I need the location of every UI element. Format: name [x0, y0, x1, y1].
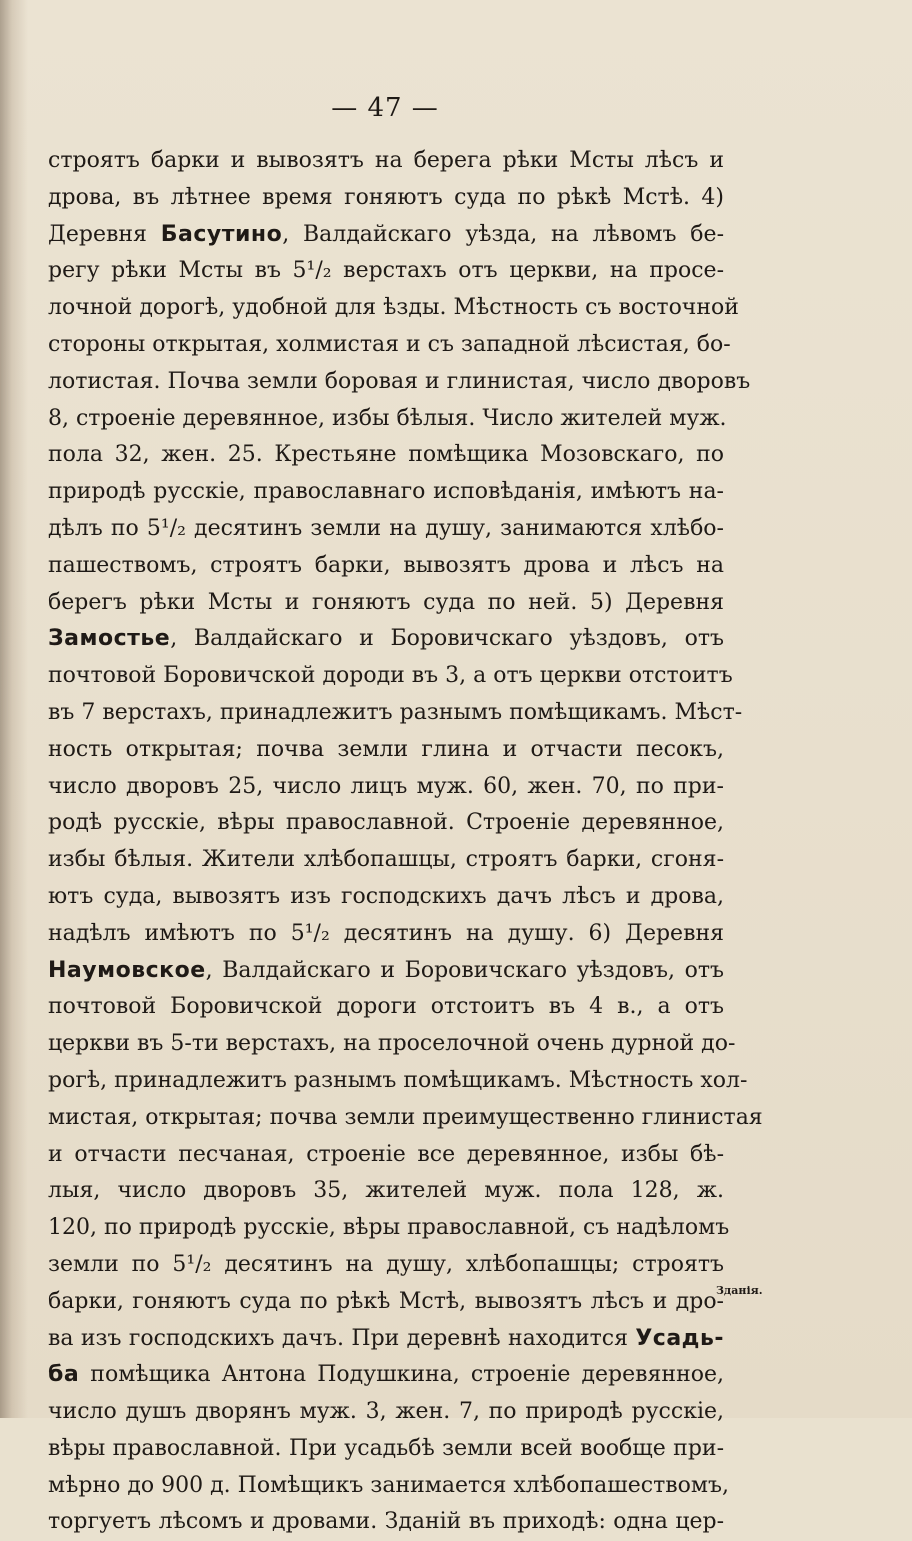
text-line [48, 1284, 724, 1321]
line-text: Деревня [48, 221, 161, 247]
line-text: почтовой Боровичской дороди въ 3, а отъ церкви отстоитъ [48, 663, 733, 689]
text-line [48, 989, 724, 1026]
line-text: строятъ барки и вывозятъ на берега рѣки Мсты лѣсъ и [48, 148, 724, 173]
page-number: — 47 — [331, 93, 439, 123]
line-text: торгуетъ лѣсомъ и дровами. Зданій въ приходѣ: одна цер- [48, 1509, 724, 1535]
text-line [48, 364, 751, 401]
line-text: пашествомъ, строятъ барки, вывозятъ дрова и лѣсъ на [48, 552, 724, 578]
text-line [48, 1137, 724, 1174]
text-line [48, 805, 724, 842]
line-text: почтовой Боровичской дороги отстоитъ въ 4 в., а отъ [48, 994, 724, 1020]
text-line [48, 1173, 724, 1210]
line-text: надѣлъ имѣютъ по 5¹/₂ десятинъ на душу. 6) Деревня [48, 920, 724, 946]
text-line [48, 695, 743, 732]
text-line [48, 1431, 724, 1468]
text-line [48, 1210, 730, 1247]
text-line [48, 401, 727, 438]
line-text: регу рѣки Мсты въ 5¹/₂ верстахъ отъ церкви, на просе- [48, 258, 724, 284]
line-text: въ 7 верстахъ, принадлежитъ разнымъ помѣщикамъ. Мѣст- [48, 699, 743, 725]
line-text: , Валдайскаго и Боровичскаго уѣздовъ, отъ [205, 957, 724, 983]
text-line [48, 1504, 724, 1541]
line-text: пола 32, жен. 25. Крестьяне помѣщика Мозовскаго, по [48, 442, 724, 468]
line-text: лочной дорогѣ, удобной для ѣзды. Мѣстность съ восточной [48, 295, 739, 321]
margin-note: Зданія. [716, 1284, 763, 1297]
text-line [48, 1394, 724, 1431]
text-line [48, 143, 724, 180]
text-line [48, 658, 733, 695]
line-text: рогѣ, принадлежитъ разнымъ помѣщикамъ. Мѣстность хол- [48, 1067, 748, 1093]
line-text: дрова, въ лѣтнее время гоняютъ суда по рѣкѣ Мстѣ. 4) [48, 184, 724, 210]
text-line [48, 548, 724, 585]
line-text: берегъ рѣки Мсты и гоняютъ суда по ней. 5) Деревня [48, 589, 724, 615]
line-text: , Валдайскаго уѣзда, на лѣвомъ бе- [282, 221, 725, 247]
line-text: число душъ дворянъ муж. 3, жен. 7, по природѣ русскіе, [48, 1399, 724, 1425]
line-text: 120, по природѣ русскіе, вѣры православной, съ надѣломъ [48, 1215, 730, 1241]
line-text: вѣры православной. При усадьбѣ земли всей вообще при- [48, 1435, 724, 1461]
text-line [48, 916, 724, 953]
estate-name-usadba-start: Усадь- [635, 1325, 724, 1351]
line-text: ность открытая; почва земли глина и отчасти песокъ, [48, 736, 724, 762]
line-text: родѣ русскіе, вѣры православной. Строеніе деревянное, [48, 810, 724, 836]
line-text: лыя, число дворовъ 35, жителей муж. пола 128, ж. [48, 1178, 724, 1204]
line-text: земли по 5¹/₂ десятинъ на душу, хлѣбопашцы; строятъ [48, 1251, 724, 1277]
line-text: и отчасти песчаная, строеніе все деревянное, избы бѣ- [48, 1141, 724, 1167]
text-line [48, 1100, 763, 1137]
line-text: церкви въ 5-ти верстахъ, на проселочной очень дурной до- [48, 1031, 736, 1057]
line-text: лотистая. Почва земли боровая и глинистая, число дворовъ [48, 368, 751, 394]
text-line [48, 290, 739, 327]
text-line [48, 1026, 736, 1063]
text-line [48, 842, 724, 879]
line-text: избы бѣлыя. Жители хлѣбопашцы, строятъ барки, сгоня- [48, 847, 724, 873]
line-text: ва изъ господскихъ дачъ. При деревнѣ находится [48, 1325, 636, 1351]
line-text: мистая, открытая; почва земли преимущественно глинистая [48, 1104, 763, 1130]
text-line [48, 1357, 724, 1394]
line-text: природѣ русскіе, православнаго исповѣданія, имѣютъ на- [48, 479, 724, 505]
text-line [48, 1247, 724, 1284]
text-line [48, 585, 724, 622]
line-text: мѣрно до 900 д. Помѣщикъ занимается хлѣбопашествомъ, [48, 1472, 730, 1498]
text-line [48, 511, 724, 548]
text-line [48, 732, 724, 769]
village-name-zamostye: Замостье [48, 626, 171, 652]
text-line [48, 1468, 730, 1505]
village-name-naumovskoe: Наумовское [48, 957, 206, 983]
text-line [48, 180, 724, 217]
village-name-basutino: Басутино [160, 221, 283, 247]
line-text: помѣщика Антона Подушкина, строеніе деревянное, [79, 1362, 724, 1388]
text-line [48, 327, 731, 364]
text-line [48, 253, 724, 290]
line-text: число дворовъ 25, число лицъ муж. 60, жен. 70, по при- [48, 773, 724, 799]
text-line [48, 437, 724, 474]
line-text: ютъ суда, вывозятъ изъ господскихъ дачъ лѣсъ и дрова, [48, 883, 724, 909]
text-line [48, 879, 724, 916]
text-line [48, 474, 724, 511]
line-text: барки, гоняютъ суда по рѣкѣ Мстѣ, вывозятъ лѣсъ и дро- [48, 1288, 724, 1314]
text-line [48, 1063, 748, 1100]
text-line [48, 1321, 724, 1358]
line-text: дѣлъ по 5¹/₂ десятинъ земли на душу, занимаются хлѣбо- [48, 515, 724, 541]
text-line [48, 621, 724, 658]
estate-name-usadba-end: ба [48, 1362, 80, 1388]
line-text: стороны открытая, холмистая и съ западной лѣсистая, бо- [48, 331, 731, 357]
line-text: 8, строеніе деревянное, избы бѣлыя. Число жителей муж. [48, 405, 727, 431]
text-line [48, 953, 724, 990]
text-line [48, 217, 724, 254]
text-line [48, 769, 724, 806]
line-text: , Валдайскаго и Боровичскаго уѣздовъ, отъ [170, 626, 724, 652]
